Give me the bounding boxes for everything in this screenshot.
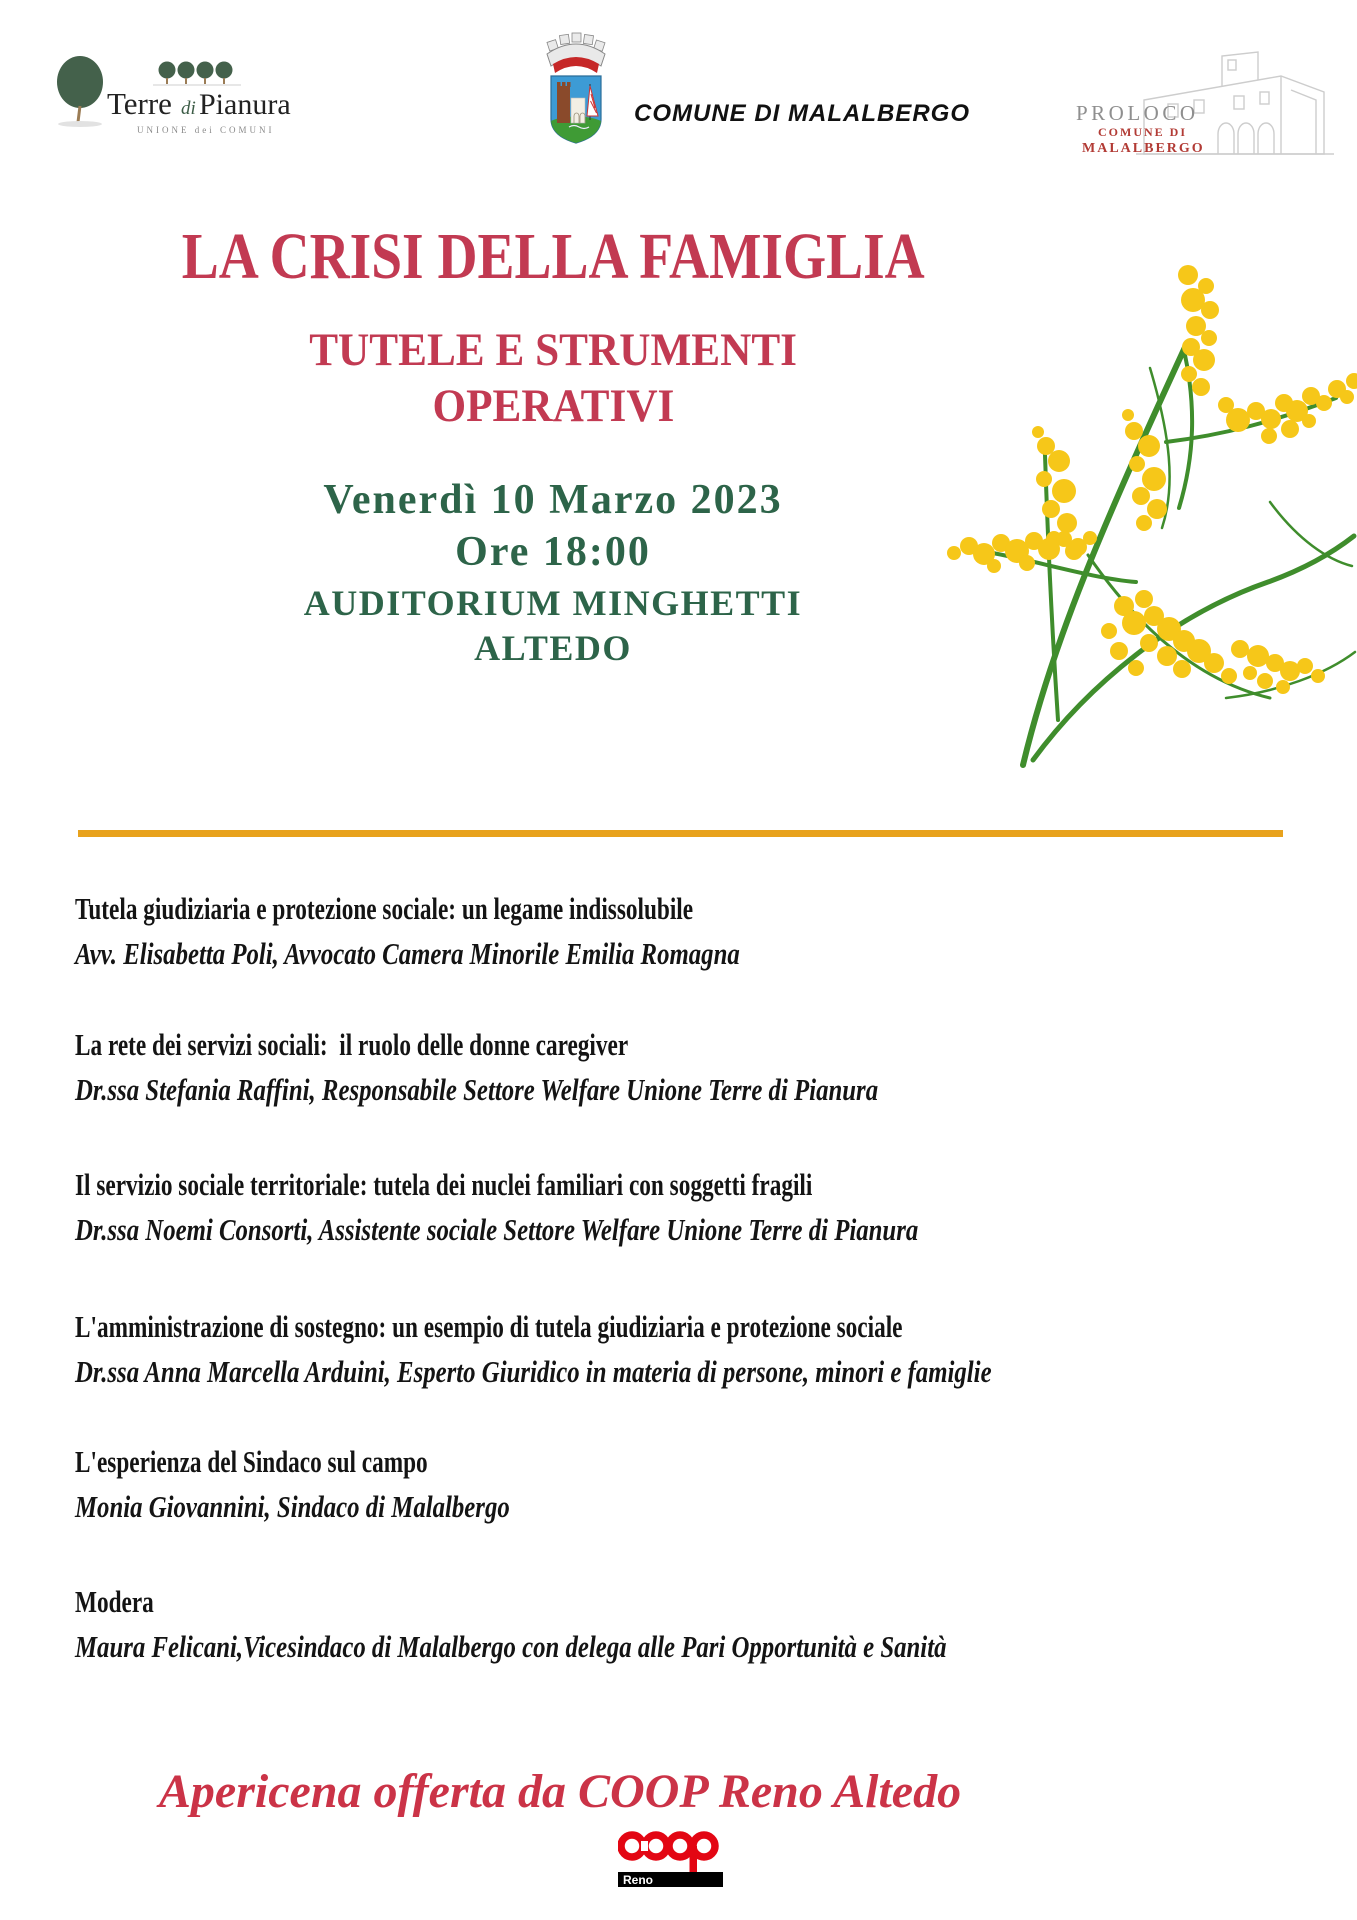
comune-label: COMUNE DI MALALBERGO [634,100,970,127]
session-title: L'esperienza del Sindaco sul campo [75,1444,428,1479]
terre-di-pianura-logo [45,50,300,145]
coop-reno-label: Reno [623,1873,653,1887]
proloco-logo [1076,40,1348,168]
subtitle-line1: TUTELE E STRUMENTI [309,324,797,376]
proloco-comune-di: COMUNE DI [1098,125,1187,139]
coat-of-arms-icon [541,24,611,149]
session-title: Il servizio sociale territoriale: tutela dei nuclei familiari con soggetti fragili [75,1167,813,1202]
event-time: Ore 18:00 [455,529,651,575]
proloco-malalbergo: MALALBERGO [1082,141,1205,156]
session-title: Tutela giudiziaria e protezione sociale: un legame indissolubile [75,891,694,926]
session-speaker: Dr.ssa Anna Marcella Arduini, Esperto Giuridico in materia di persone, minori e famiglie [75,1354,992,1389]
venue-line1: AUDITORIUM MINGHETTI [303,583,803,623]
program-item [75,1579,1335,1669]
terre-word: Terre [107,86,172,121]
program-item [75,1304,1335,1394]
divider-line [78,830,1283,837]
tree-icon [57,56,103,127]
proloco-word: PROLOCO [1076,101,1199,125]
session-speaker: Maura Felicani,Vicesindaco di Malalbergo con delega alle Pari Opportunità e Sanità [75,1629,947,1664]
pianura-word: Pianura [199,88,291,121]
session-speaker: Dr.ssa Noemi Consorti, Assistente sociale Settore Welfare Unione Terre di Pianura [75,1212,919,1247]
page-title: LA CRISI DELLA FAMIGLIA [181,220,925,293]
venue-line2: ALTEDO [474,628,632,668]
footer-offer: Apericena offerta da COOP Reno Altedo [158,1765,962,1818]
event-date: Venerdì 10 Marzo 2023 [323,477,783,523]
session-speaker: Avv. Elisabetta Poli, Avvocato Camera Minorile Emilia Romagna [75,936,740,971]
subtitle-line2: OPERATIVI [432,380,674,432]
di-word: di [181,98,196,119]
unione-comuni-label: UNIONE dei COMUNI [137,125,275,135]
mimosa-flower-icon [938,250,1357,775]
session-speaker: Dr.ssa Stefania Raffini, Responsabile Settore Welfare Unione Terre di Pianura [75,1072,879,1107]
program-item [75,886,1335,976]
session-title: Modera [75,1584,154,1619]
session-title: La rete dei servizi sociali: il ruolo delle donne caregiver [75,1027,629,1062]
program-item [75,1162,1335,1252]
program-item [75,1439,1335,1529]
shield [551,76,601,143]
program-item [75,1022,1335,1112]
small-trees-icon [153,62,241,86]
mural-crown [547,33,605,73]
session-speaker: Monia Giovannini, Sindaco di Malalbergo [75,1489,510,1524]
session-title: L'amministrazione di sostegno: un esempio di tutela giudiziaria e protezione sociale [75,1309,903,1344]
coop-logo-icon [618,1826,723,1888]
